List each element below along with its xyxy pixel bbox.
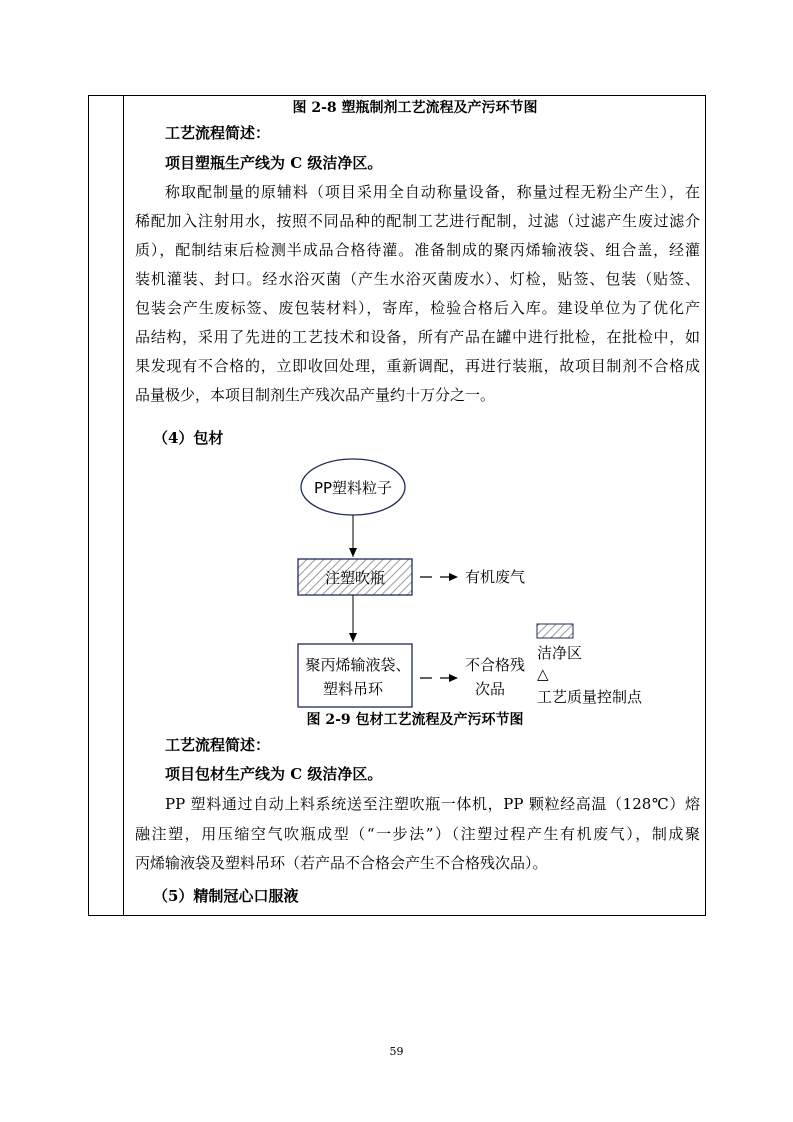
- paragraph-line: 品结构，采用了先进的工艺技术和设备，所有产品在罐中进行批检，在批检中，如: [135, 328, 700, 346]
- plastic-bottle-line-note: 项目塑瓶生产线为 C 级洁净区。: [165, 154, 383, 172]
- injection-blow-label: 注塑吹瓶: [324, 569, 386, 587]
- paragraph-line: 质），配制结束后检测半成品合格待灌。准备制成的聚丙烯输液袋、组合盖，经灌: [135, 241, 700, 259]
- section-5-title: （5）精制冠心口服液: [153, 887, 299, 905]
- process-summary-heading: 工艺流程简述：: [165, 736, 271, 754]
- paragraph-line: 包装会产生废标签、废包装材料），寄库，检验合格后入库。建设单位为了优化产: [135, 299, 700, 317]
- figure-2-9-caption: 图 2-9 包材工艺流程及产污环节图: [306, 712, 524, 728]
- paragraph-line: 融注塑，用压缩空气吹瓶成型（“一步法”）（注塑过程产生有机废气），制成聚: [135, 825, 700, 843]
- page-number: 59: [389, 1045, 404, 1058]
- packaging-line-note: 项目包材生产线为 C 级洁净区。: [165, 765, 383, 783]
- process-summary-heading: 工艺流程简述：: [165, 124, 271, 142]
- paragraph-line: 品量极少，本项目制剂生产残次品产量约十万分之一。: [135, 386, 496, 404]
- paragraph-line: 称取配制量的原辅料（项目采用全自动称量设备，称量过程无粉尘产生），在: [165, 183, 700, 201]
- paragraph-line: 稀配加入注射用水，按照不同品种的配制工艺进行配制，过滤（过滤产生废过滤介: [135, 212, 700, 230]
- paragraph-line: 装机灌装、封口。经水浴灭菌（产生水浴灭菌废水）、灯检，贴签、包装（贴签、: [135, 270, 700, 288]
- clean-zone-legend-swatch: [537, 624, 573, 638]
- organic-waste-gas-label: 有机废气: [465, 568, 526, 586]
- clean-zone-legend-label: 洁净区: [537, 644, 583, 662]
- paragraph-line: 丙烯输液袋及塑料吊环（若产品不合格会产生不合格残次品）。: [135, 854, 548, 872]
- figure-2-8-caption: 图 2-8 塑瓶制剂工艺流程及产污环节图: [292, 100, 538, 116]
- section-4-title: （4）包材: [153, 429, 224, 447]
- product-label-line1: 聚丙烯输液袋、: [305, 656, 411, 674]
- product-label-line2: 塑料吊环: [322, 680, 384, 698]
- reject-label-line1: 不合格残: [465, 656, 526, 674]
- paragraph-line: 果发现有不合格的，立即收回处理，重新调配，再进行装瓶，故项目制剂不合格成: [135, 357, 700, 375]
- reject-label-line2: 次品: [475, 680, 506, 698]
- pp-granules-label: PP塑料粒子: [313, 479, 393, 497]
- qc-point-legend-label: 工艺质量控制点: [537, 688, 643, 706]
- qc-point-triangle-icon: △: [537, 665, 549, 683]
- paragraph-line: PP 塑料通过自动上料系统送至注塑吹瓶一体机，PP 颗粒经高温（128℃）熔: [165, 795, 700, 813]
